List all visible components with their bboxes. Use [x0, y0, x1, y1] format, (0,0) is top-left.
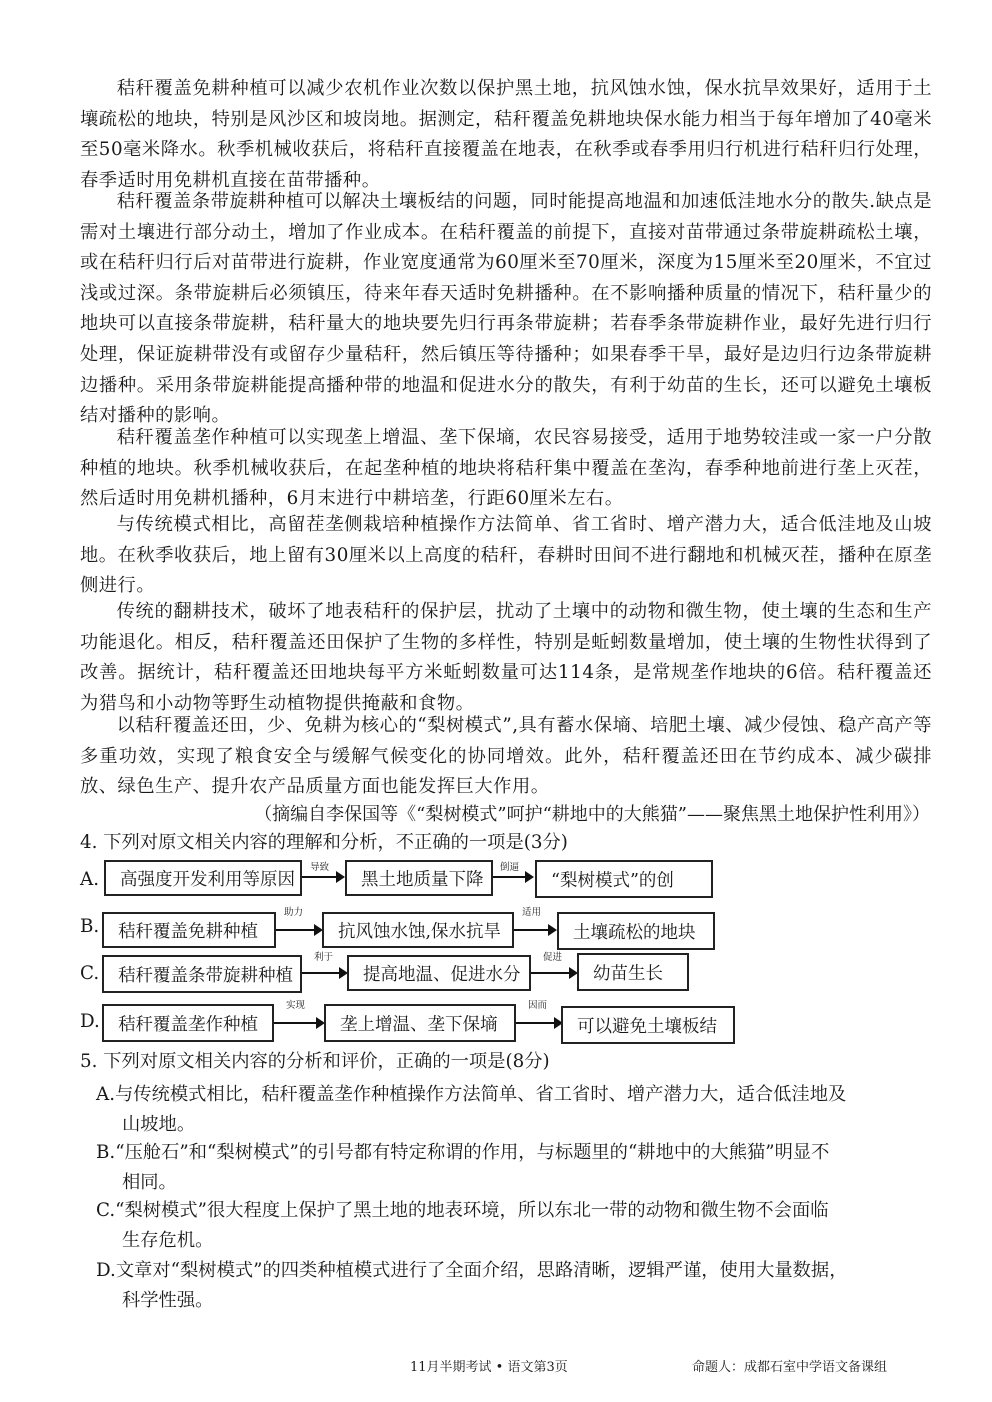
q5-choice-c-line-1: C.“梨树模式”很大程度上保护了黑土地的地表环境，所以东北一带的动物和微生物不会面临 [96, 1200, 829, 1221]
q4-b-box-3: 土壤疏松的地块 [557, 912, 715, 950]
q4-b-arrow-2-label: 适用 [522, 907, 542, 918]
q4-d-arrow-1-label: 实现 [286, 1000, 306, 1011]
q5-choice-a-line-1: A.与传统模式相比，秸秆覆盖垄作种植操作方法简单、省工省时、增产潜力大，适合低洼地及 [96, 1084, 847, 1105]
q4-option-a-label[interactable]: A. [80, 869, 100, 890]
q5-choice-c[interactable] [96, 1196, 932, 1256]
q5-choice-d[interactable] [96, 1256, 932, 1316]
question-5-stem: 5. 下列对原文相关内容的分析和评价，正确的一项是(8分) [80, 1051, 550, 1072]
q4-d-arrow-2 [516, 1022, 556, 1024]
q5-choice-b-line-2: 相同。 [122, 1172, 177, 1193]
q4-a-box-1: 高强度开发利用等原因 [104, 860, 302, 896]
q4-b-arrow-1-label: 助力 [284, 907, 304, 918]
passage-paragraph-4: 与传统模式相比，高留茬垄侧栽培种植操作方法简单、省工省时、增产潜力大，适合低洼地及山坡地。在秋季收获后，地上留有30厘米以上高度的秸秆，春耕时田间不进行翻地和机械灭茬，播种在原垄侧进行。 [80, 514, 932, 597]
q4-a-arrow-2 [493, 876, 527, 878]
source-citation: （摘编自李保国等《“梨树模式”呵护“耕地中的大熊猫”——聚焦黑土地保护性利用》） [254, 804, 930, 825]
q4-a-arrow-1 [302, 876, 338, 878]
q5-choice-c-line-2: 生存危机。 [122, 1230, 214, 1251]
q4-b-box-1: 秸秆覆盖免耕种植 [102, 912, 276, 948]
q4-d-box-1: 秸秆覆盖垄作种植 [102, 1004, 274, 1042]
q4-d-box-2: 垄上增温、垄下保墒 [324, 1004, 516, 1042]
q4-c-box-1: 秸秆覆盖条带旋耕种植 [102, 955, 302, 993]
q5-choice-b[interactable] [96, 1138, 932, 1198]
passage-paragraph-5: 传统的翻耕技术，破坏了地表秸秆的保护层，扰动了土壤中的动物和微生物，使土壤的生态和生产功能退化。相反，秸秆覆盖还田保护了生物的多样性，特别是蚯蚓数量增加，使土壤的生物性状得到了改善。据统计，秸秆覆盖还田地块每平方米蚯蚓数量可达114条，是常规垄作地块的6倍。秸秆覆盖还为猎鸟和小动物等野生动植物提供掩蔽和食物。 [80, 601, 932, 714]
q5-choice-a-line-2: 山坡地。 [122, 1114, 196, 1135]
q4-b-arrow-1 [276, 929, 316, 931]
q4-d-arrow-1 [274, 1022, 318, 1024]
q5-choice-b-line-1: B.“压舱石”和“梨树模式”的引号都有特定称谓的作用，与标题里的“耕地中的大熊猫”明显不 [96, 1142, 830, 1163]
q4-d-box-3: 可以避免土壤板结 [561, 1006, 735, 1044]
q4-b-box-2: 抗风蚀水蚀,保水抗旱 [322, 912, 514, 948]
q5-choice-a[interactable] [96, 1080, 932, 1140]
q4-c-arrow-2-label: 促进 [543, 952, 563, 963]
q4-c-arrow-2 [531, 972, 571, 974]
footer-page-info: 11月半期考试 • 语文第3页 [410, 1360, 568, 1375]
q5-choice-d-line-2: 科学性强。 [122, 1290, 214, 1311]
q4-c-box-3: 幼苗生长 [577, 953, 689, 991]
footer-author: 命题人：成都石室中学语文备课组 [692, 1360, 888, 1375]
passage-paragraph-2: 秸秆覆盖条带旋耕种植可以解决土壤板结的问题，同时能提高地温和加速低洼地水分的散失.缺点是需对土壤进行部分动土，增加了作业成本。在秸秆覆盖的前提下，直接对苗带通过条带旋耕疏松土壤，或在秸秆归行后对苗带进行旋耕，作业宽度通常为60厘米至70厘米，深度为15厘米至20厘米，不宜过浅或过深。条带旋耕后必须镇压，待来年春天适时免耕播种。在不影响播种质量的情况下，秸秆量少的地块可以直接条带旋耕，秸秆量大的地块要先归行再条带旋耕；若春季条带旋耕作业，最好先进行归行处理，保证旋耕带没有或留存少量秸秆，然后镇压等待播种；如果春季干旱，最好是边归行边条带旋耕边播种。采用条带旋耕能提高播种带的地温和促进水分的散失，有利于幼苗的生长，还可以避免土壤板结对播种的影响。 [80, 191, 932, 427]
q4-c-box-2: 提高地温、促进水分 [347, 955, 531, 991]
q4-b-arrow-2 [514, 929, 550, 931]
q4-a-box-2: 黑土地质量下降 [345, 860, 493, 896]
q4-d-arrow-2-label: 因而 [528, 1000, 548, 1011]
q4-option-d-label[interactable]: D. [80, 1011, 100, 1032]
q5-choice-d-line-1: D.文章对“梨树模式”的四类种植模式进行了全面介绍，思路清晰，逻辑严谨，使用大量数据， [96, 1260, 848, 1281]
q4-option-c-label[interactable]: C. [80, 963, 100, 984]
q4-a-arrow-1-label: 导致 [310, 862, 330, 873]
passage-paragraph-6: 以秸秆覆盖还田，少、免耕为核心的“梨树模式”,具有蓄水保墒、培肥土壤、减少侵蚀、稳产高产等多重功效，实现了粮食安全与缓解气候变化的协同增效。此外，秸秆覆盖还田在节约成本、减少碳排放、绿色生产、提升农产品质量方面也能发挥巨大作用。 [80, 715, 932, 798]
q4-c-arrow-1-label: 利于 [314, 952, 334, 963]
q4-a-box-3: “梨树模式”的创 [535, 860, 713, 898]
q4-c-arrow-1 [302, 972, 341, 974]
passage-paragraph-3: 秸秆覆盖垄作种植可以实现垄上增温、垄下保墒，农民容易接受，适用于地势较洼或一家一户分散种植的地块。秋季机械收获后，在起垄种植的地块将秸秆集中覆盖在垄沟，春季种地前进行垄上灭茬，然后适时用免耕机播种，6月末进行中耕培垄，行距60厘米左右。 [80, 427, 932, 510]
q4-option-b-label[interactable]: B. [80, 916, 100, 937]
question-4-stem: 4. 下列对原文相关内容的理解和分析，不正确的一项是(3分) [80, 832, 568, 853]
q4-a-arrow-2-label: 倒逼 [500, 862, 520, 873]
passage-paragraph-1: 秸秆覆盖免耕种植可以减少农机作业次数以保护黑土地，抗风蚀水蚀，保水抗旱效果好，适用于土壤疏松的地块，特别是风沙区和坡岗地。据测定，秸秆覆盖免耕地块保水能力相当于每年增加了40毫米至50毫米降水。秋季机械收获后，将秸秆直接覆盖在地表，在秋季或春季用归行机进行秸秆归行处理，春季适时用免耕机直接在苗带播种。 [80, 78, 932, 191]
